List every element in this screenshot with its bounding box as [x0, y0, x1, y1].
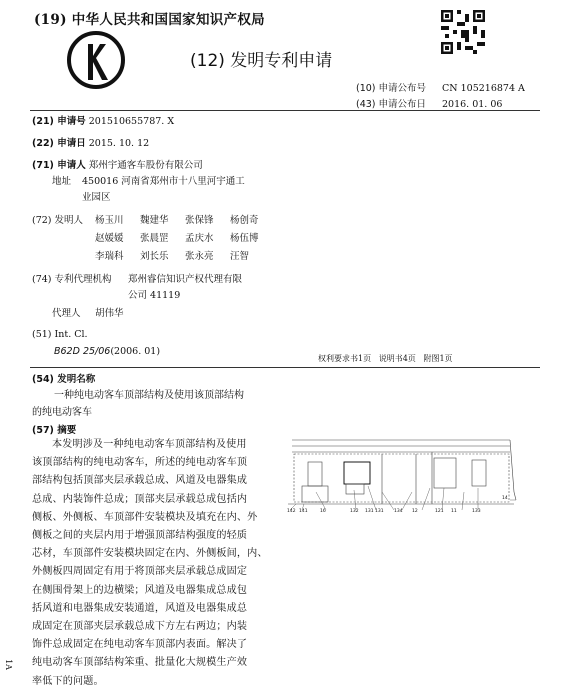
int-cl-label: (51) Int. Cl.	[32, 329, 88, 340]
page-counts	[318, 353, 453, 364]
title-label: (54) 发明名称	[32, 374, 96, 385]
abstract-body	[32, 436, 290, 691]
abstract-line: 侧板、外侧板、车顶部件安装模块及填充在内、外	[32, 511, 258, 523]
abstract-line: 括风道和电器集成安装通道，风道及电器集成总	[32, 602, 248, 614]
inventor: 杨伍博	[230, 233, 259, 244]
agent-label: 代理人	[52, 308, 81, 319]
abstract-label: (57) 摘要	[32, 425, 77, 436]
figure-label: 11	[451, 509, 457, 514]
publication-number-value: CN 105216874 A	[442, 83, 525, 94]
office-name: (19) 中华人民共和国国家知识产权局	[34, 12, 265, 28]
figure-label: 133	[472, 509, 481, 514]
abstract-line: 侧板之间的夹层内用于增强顶部结构强度的轻质	[32, 530, 248, 542]
qr-code-icon	[441, 10, 485, 54]
inventor: 赵媛媛	[95, 233, 124, 244]
title-line-1: 一种纯电动客车顶部结构及使用该顶部结构	[54, 390, 244, 401]
abstract-line: 率低下的问题。	[32, 675, 104, 687]
inventor-label: (72) 发明人	[32, 215, 84, 226]
abstract-line: 部结构包括顶部夹层承载总成、风道及电器集成	[32, 475, 248, 487]
title-line-2: 的纯电动客车	[32, 407, 92, 418]
agent-value: 胡伟华	[95, 308, 124, 319]
application-number-value: 201510655787. X	[88, 116, 175, 127]
agency-line-2: 公司 41119	[128, 290, 181, 301]
figure-label: 132	[350, 509, 359, 514]
address-line-2: 业园区	[82, 192, 111, 203]
application-date-value: 2015. 10. 12	[88, 138, 150, 149]
description-pages: 说明书4页	[378, 354, 416, 363]
inventors-row-1	[95, 213, 259, 228]
int-cl-year: (2006. 01)	[110, 346, 161, 357]
address-label: 地址	[52, 176, 72, 187]
application-date	[32, 136, 149, 151]
figure-label: 121	[435, 509, 444, 514]
side-mark: 1A	[3, 659, 13, 670]
abstract-line: 纯电动客车顶部结构笨重、批量化大规模生产效	[32, 657, 248, 669]
drawing-pages: 附图1页	[423, 354, 453, 363]
inventor: 张永亮	[185, 251, 214, 262]
inventors-row-2	[95, 231, 259, 246]
document-type: (12) 发明专利申请	[190, 51, 333, 71]
figure-label: 142	[287, 509, 296, 514]
figure-label: 16	[320, 509, 326, 514]
application-date-label: (22) 申请日	[32, 138, 86, 149]
inventor: 张晨罡	[140, 233, 169, 244]
inventor: 李瑞科	[95, 251, 124, 262]
figure-label: 131	[375, 509, 384, 514]
publication-number-label: (10) 申请公布号	[356, 83, 427, 94]
inventor: 汪智	[230, 251, 250, 262]
figure-label: 12	[412, 509, 418, 514]
publication-date-value: 2016. 01. 06	[442, 99, 503, 110]
int-cl-code-value: B62D 25/06	[54, 346, 111, 357]
inventor: 魏建华	[140, 215, 169, 226]
abstract-line: 该顶部结构的纯电动客车，所述的纯电动客车顶	[32, 457, 248, 469]
application-number	[32, 114, 174, 129]
section-rule	[30, 367, 540, 368]
abstract-line: 总成、内装饰件总成；顶部夹层承载总成包括内	[32, 493, 248, 505]
figure-label: 134	[394, 509, 403, 514]
inventor: 杨玉川	[95, 215, 124, 226]
applicant-value: 郑州宇通客车股份有限公司	[88, 160, 203, 171]
abstract-line: 芯材，车顶部件安装模块固定在内、外侧板间，内、	[32, 548, 268, 560]
inventors-row-3	[95, 249, 249, 264]
inventor: 杨创奇	[230, 215, 259, 226]
int-cl-code	[54, 344, 160, 359]
header-rule	[30, 110, 540, 111]
publication-number	[356, 80, 525, 94]
application-number-label: (21) 申请号	[32, 116, 86, 127]
inventor: 刘长乐	[140, 251, 169, 262]
figure-label: 141	[299, 509, 308, 514]
abstract-line: 本发明涉及一种纯电动客车顶部结构及使用	[52, 439, 247, 450]
inventor: 张保锋	[185, 215, 214, 226]
publication-date	[356, 96, 502, 110]
abstract-line: 外侧板四周固定有用于将顶部夹层承载总成固定	[32, 566, 248, 578]
abstract-line: 成固定在顶部夹层承载总成下方左右两边；内装	[32, 621, 248, 633]
figure-label: 131	[365, 509, 374, 514]
applicant	[32, 158, 203, 173]
publication-date-label: (43) 申请公布日	[356, 99, 427, 110]
abstract-line: 饰件总成固定在纯电动客车顶部内表面。解决了	[32, 639, 248, 651]
claims-pages: 权利要求书1页	[318, 354, 372, 363]
cnipa-emblem-icon	[66, 30, 126, 90]
address-line-1: 450016 河南省郑州市十八里河宇通工	[82, 176, 245, 187]
figure-label: 14	[502, 496, 508, 501]
applicant-label: (71) 申请人	[32, 160, 86, 171]
abstract-line: 在侧围骨架上的边横梁；风道及电器集成总成包	[32, 584, 248, 596]
agency-line-1: 郑州睿信知识产权代理有限	[128, 274, 243, 285]
inventor: 孟庆水	[185, 233, 214, 244]
agency-label: (74) 专利代理机构	[32, 274, 112, 285]
